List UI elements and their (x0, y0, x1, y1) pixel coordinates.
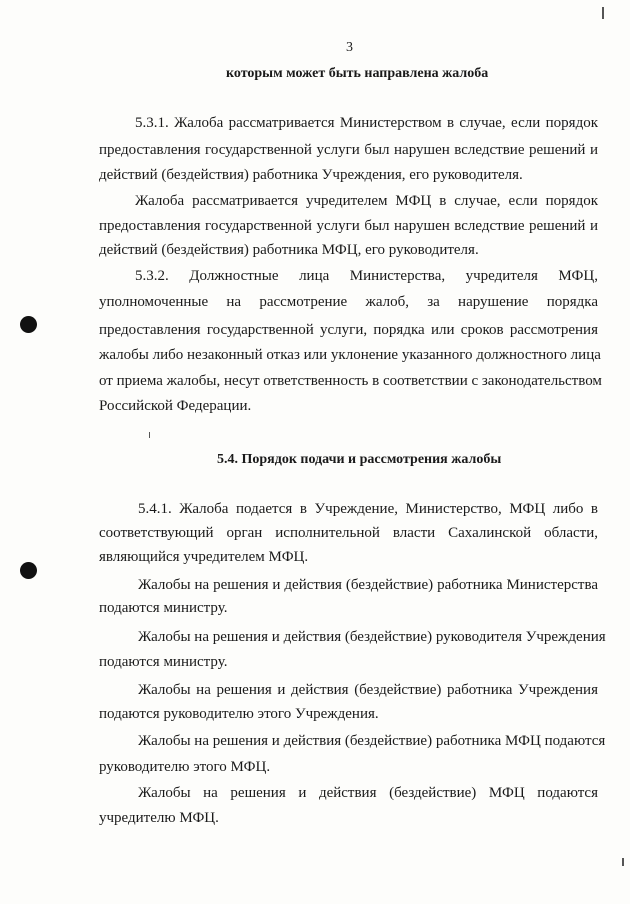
paragraph-line: Жалобы на решения и действия (бездействие) работника Учреждения (138, 682, 598, 698)
paragraph-line: предоставления государственной услуги, порядка или сроков рассмотрения (99, 322, 598, 338)
paragraph-line: уполномоченные на рассмотрение жалоб, за нарушение порядка (99, 294, 598, 310)
section-heading-top: которым может быть направлена жалоба (226, 66, 489, 81)
paragraph-line: Жалобы на решения и действия (бездействие) работника МФЦ подаются (138, 733, 606, 749)
scan-speck (149, 432, 150, 438)
punch-hole-bottom (20, 562, 37, 579)
paragraph-line: Жалоба рассматривается учредителем МФЦ в случае, если порядок (135, 193, 598, 209)
paragraph-line: учредителю МФЦ. (99, 810, 219, 826)
paragraph-line: руководителю этого МФЦ. (99, 759, 271, 775)
paragraph-line: Жалобы на решения и действия (бездействие) МФЦ подаются (138, 785, 598, 801)
paragraph-line: подаются министру. (99, 600, 228, 616)
paragraph-line: от приема жалобы, несут ответственность в соответствии с законодательством (99, 373, 602, 389)
paragraph-line: Жалобы на решения и действия (бездействие) работника Министерства (138, 577, 598, 593)
paragraph-line: предоставления государственной услуги был нарушен вследствие решений и (99, 218, 598, 234)
section-heading-5-4: 5.4. Порядок подачи и рассмотрения жалобы (217, 452, 502, 467)
paragraph-line: Жалобы на решения и действия (бездействие) руководителя Учреждения (138, 629, 606, 645)
paragraph-line: подаются руководителю этого Учреждения. (99, 706, 379, 722)
paragraph-line: 5.3.2. Должностные лица Министерства, учредителя МФЦ, (135, 268, 598, 284)
scan-speck (602, 7, 604, 19)
paragraph-line: соответствующий орган исполнительной власти Сахалинской области, (99, 525, 598, 541)
paragraph-line: предоставления государственной услуги был нарушен вследствие решений и (99, 142, 598, 158)
paragraph-line: 5.3.1. Жалоба рассматривается Министерством в случае, если порядок (135, 115, 598, 131)
page-number: 3 (346, 40, 353, 55)
scan-speck (622, 858, 624, 866)
paragraph-line: 5.4.1. Жалоба подается в Учреждение, Министерство, МФЦ либо в (138, 501, 598, 517)
punch-hole-top (20, 316, 37, 333)
paragraph-line: жалобы либо незаконный отказ или уклонение указанного должностного лица (99, 347, 601, 363)
paragraph-line: являющийся учредителем МФЦ. (99, 549, 309, 565)
paragraph-line: Российской Федерации. (99, 398, 252, 414)
paragraph-line: подаются министру. (99, 654, 228, 670)
paragraph-line: действий (бездействия) работника МФЦ, его руководителя. (99, 242, 479, 258)
paragraph-line: действий (бездействия) работника Учреждения, его руководителя. (99, 167, 523, 183)
